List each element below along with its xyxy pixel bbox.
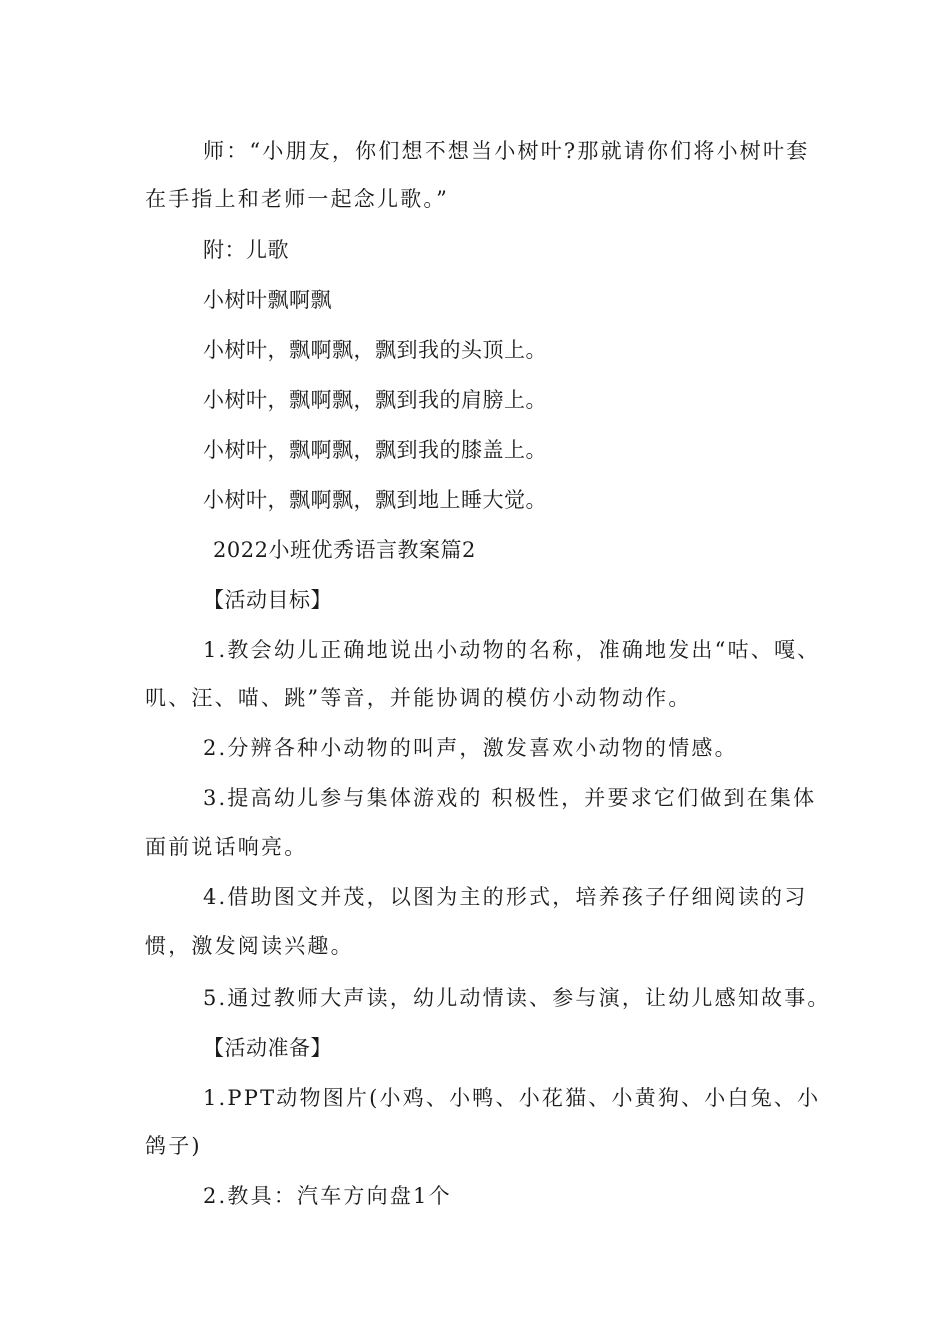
goal-item-line: 1.教会幼儿正确地说出小动物的名称，准确地发出“咕、嘎、 bbox=[203, 638, 821, 662]
goal-item-line: 叽、汪、喵、跳”等音，并能协调的模仿小动物动作。 bbox=[145, 686, 692, 710]
prep-item-line: 1.PPT动物图片(小鸡、小鸭、小花猫、小黄狗、小白兔、小 bbox=[203, 1086, 821, 1110]
prep-item-line: 鸽子) bbox=[145, 1134, 202, 1158]
poem-line: 小树叶，飘啊飘，飘到我的肩膀上。 bbox=[203, 388, 547, 412]
goal-item-line: 5.通过教师大声读，幼儿动情读、参与演，让幼儿感知故事。 bbox=[203, 986, 831, 1010]
goal-item-line: 2.分辨各种小动物的叫声，激发喜欢小动物的情感。 bbox=[203, 736, 738, 760]
goal-item-line: 4.借助图文并茂，以图为主的形式，培养孩子仔细阅读的习 bbox=[203, 885, 808, 909]
prep-item-line: 2.教具：汽车方向盘1个 bbox=[203, 1184, 452, 1208]
goal-item-line: 面前说话响亮。 bbox=[145, 835, 308, 859]
goals-heading: 【活动目标】 bbox=[203, 588, 332, 612]
poem-line: 小树叶，飘啊飘，飘到地上睡大觉。 bbox=[203, 488, 547, 512]
paragraph-line: 师：“小朋友，你们想不想当小树叶?那就请你们将小树叶套 bbox=[203, 139, 810, 163]
section-title: 2022小班优秀语言教案篇2 bbox=[213, 538, 476, 562]
poem-line: 小树叶，飘啊飘，飘到我的头顶上。 bbox=[203, 338, 547, 362]
poem-title: 小树叶飘啊飘 bbox=[203, 288, 332, 312]
goal-item-line: 3.提高幼儿参与集体游戏的 积极性，并要求它们做到在集体 bbox=[203, 786, 817, 810]
goal-item-line: 惯，激发阅读兴趣。 bbox=[145, 934, 354, 958]
appendix-label: 附：儿歌 bbox=[203, 238, 289, 262]
paragraph-line: 在手指上和老师一起念儿歌。” bbox=[145, 187, 450, 211]
poem-line: 小树叶，飘啊飘，飘到我的膝盖上。 bbox=[203, 438, 547, 462]
prep-heading: 【活动准备】 bbox=[203, 1036, 332, 1060]
